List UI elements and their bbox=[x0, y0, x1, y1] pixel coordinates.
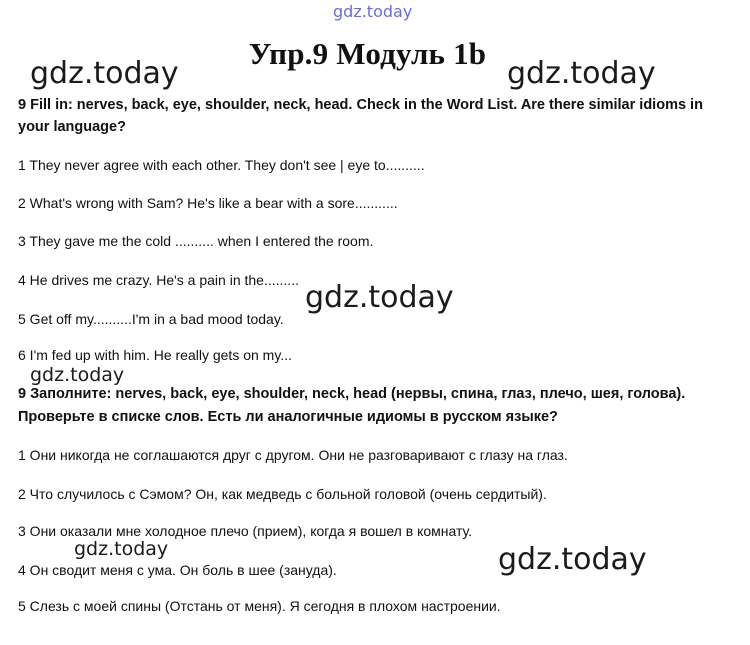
watermark-bottom-left: gdz.today bbox=[74, 538, 169, 560]
russian-item-4: 4 Он сводит меня с ума. Он боль в шее (зануда). bbox=[18, 562, 337, 578]
english-item-6: 6 I'm fed up with him. He really gets on my... bbox=[18, 347, 292, 363]
watermark-top: gdz.today bbox=[333, 2, 413, 21]
english-instruction-line2: your language? bbox=[18, 119, 126, 135]
russian-item-3: 3 Они оказали мне холодное плечо (прием), когда я вошел в комнату. bbox=[18, 523, 473, 539]
russian-item-2: 2 Что случилось с Сэмом? Он, как медведь с больной головой (очень сердитый). bbox=[18, 486, 547, 502]
russian-item-5: 5 Слезь с моей спины (Отстань от меня). Я сегодня в плохом настроении. bbox=[18, 598, 501, 614]
russian-item-1: 1 Они никогда не соглашаются друг с другом. Они не разговаривают с глазу на глаз. bbox=[18, 447, 568, 463]
english-item-4: 4 He drives me crazy. He's a pain in the......... bbox=[18, 272, 299, 288]
watermark-top-left: gdz.today bbox=[30, 56, 179, 91]
english-instruction-line1: 9 Fill in: nerves, back, eye, shoulder, neck, head. Check in the Word List. Are there similar idioms in bbox=[18, 97, 703, 113]
english-item-3: 3 They gave me the cold .......... when I entered the room. bbox=[18, 233, 374, 249]
english-item-5: 5 Get off my..........I'm in a bad mood today. bbox=[18, 311, 284, 327]
watermark-top-right: gdz.today bbox=[507, 56, 656, 91]
russian-instruction-line1: 9 Заполните: nerves, back, eye, shoulder, neck, head (нервы, спина, глаз, плечо, шея, голова). bbox=[18, 386, 686, 402]
page-title: Упр.9 Модуль 1b bbox=[248, 36, 487, 71]
watermark-bottom-right: gdz.today bbox=[498, 542, 647, 577]
watermark-mid-left: gdz.today bbox=[30, 364, 125, 386]
english-item-2: 2 What's wrong with Sam? He's like a bear with a sore........... bbox=[18, 195, 398, 211]
russian-instruction-line2: Проверьте в списке слов. Есть ли аналогичные идиомы в русском языке? bbox=[18, 409, 558, 425]
watermark-center: gdz.today bbox=[305, 280, 454, 315]
english-item-1: 1 They never agree with each other. They don't see | eye to.......... bbox=[18, 157, 425, 173]
